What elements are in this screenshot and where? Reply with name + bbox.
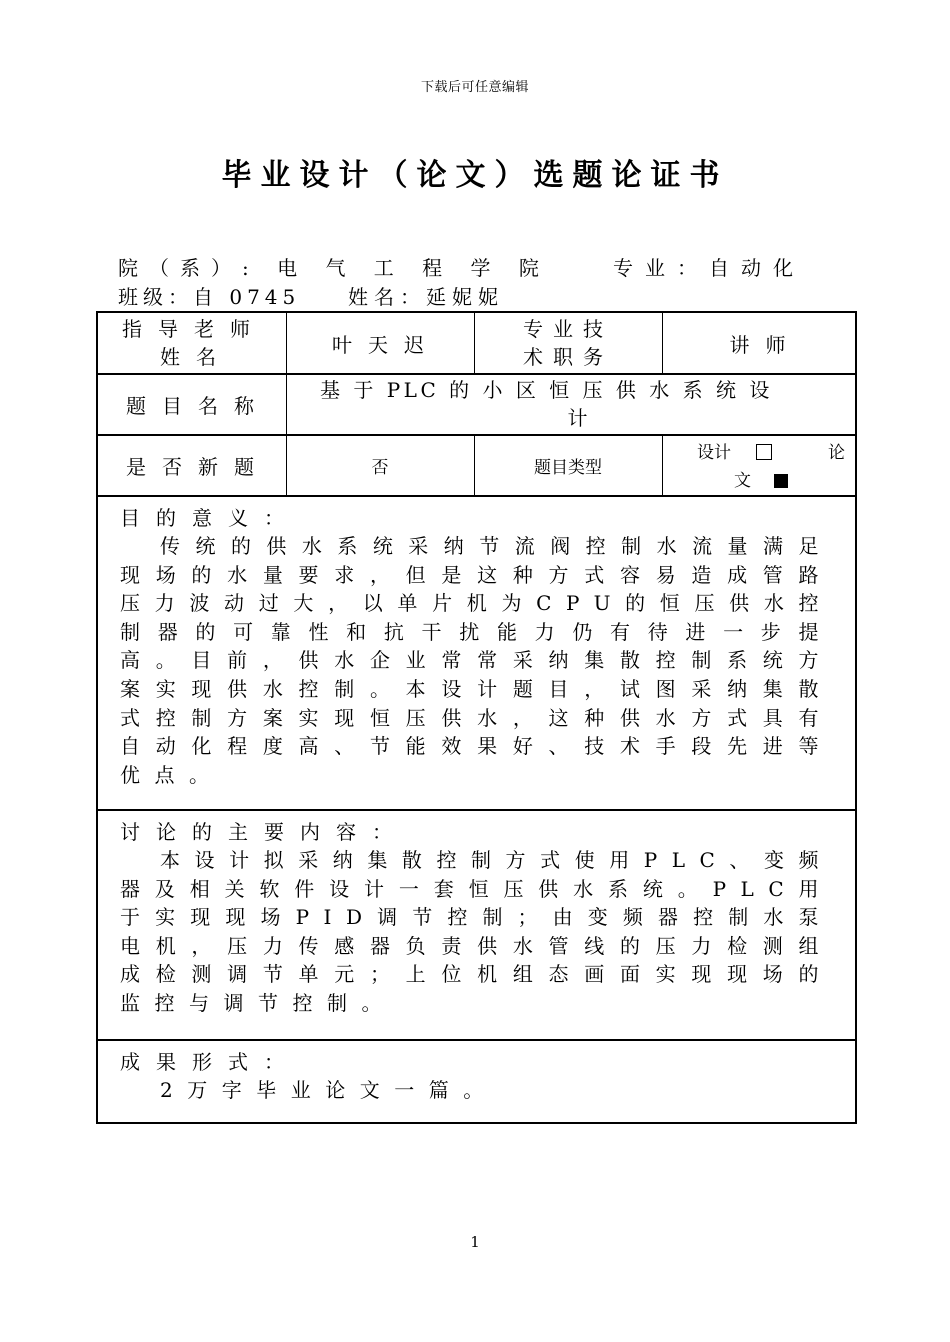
page-number: 1 xyxy=(470,1233,480,1251)
purpose-heading: 目的意义： xyxy=(120,506,300,530)
is-new-label-cell: 是否新题 xyxy=(126,454,270,479)
proposal-form-table xyxy=(96,311,857,1124)
content-body: 本设计拟采纳集散控制方式使用PLC、变频器及相关软件设计一套恒压供水系统。PLC用于实现现场PID调节控制；由变频器控制水泵电机，压力传感器负责供水管线的压力检测组成检测调节单元；上位机组态画面实现现场的监控与调节控制。 xyxy=(120,848,833,1015)
content-heading: 讨论的主要内容： xyxy=(120,820,408,844)
purpose-section xyxy=(98,496,855,809)
content-section xyxy=(98,810,855,1039)
page-title: 毕业设计（论文）选题论证书 xyxy=(221,158,729,193)
advisor-label-line1: 指导老师 xyxy=(122,317,266,341)
meta-row-1 xyxy=(118,253,838,283)
topic-type-label-cell: 题目类型 xyxy=(534,457,602,478)
topic-type-line2 xyxy=(662,467,857,495)
result-section xyxy=(98,1040,855,1124)
paper-checkbox-icon[interactable] xyxy=(774,474,788,488)
advisor-label-line2: 姓名 xyxy=(160,345,232,369)
design-checkbox-icon[interactable] xyxy=(756,444,772,460)
result-body: 2万字毕业论文一篇。 xyxy=(160,1078,498,1102)
result-heading: 成果形式： xyxy=(120,1050,300,1074)
topic-value-cell xyxy=(286,374,857,434)
advisor-name-cell: 叶天迟 xyxy=(332,332,440,357)
type-paper-label-part2: 文 xyxy=(734,471,751,491)
topic-label-cell: 题目名称 xyxy=(126,393,270,418)
topic-value-line1: 基 于 PLC 的 小 区 恒 压 供 水 系 统 设 xyxy=(320,378,773,402)
topic-type-options-cell xyxy=(662,435,857,495)
meta-row-2 xyxy=(118,282,838,312)
type-design-label: 设计 xyxy=(697,443,731,463)
major-field: 专业：自动化 xyxy=(613,256,805,280)
is-new-value-cell: 否 xyxy=(371,457,389,478)
title-rank-label-line2: 术职务 xyxy=(523,345,613,369)
class-field: 班级：自 0745 xyxy=(118,285,301,309)
topic-type-line1 xyxy=(662,439,857,467)
topic-value-line2: 计 xyxy=(567,406,588,430)
title-rank-label-cell xyxy=(474,313,662,373)
header-note: 下载后可任意编辑 xyxy=(420,80,529,95)
type-paper-label-part1: 论 xyxy=(828,443,845,463)
title-rank-label-line1: 专业技 xyxy=(523,317,613,341)
title-rank-value-cell: 讲师 xyxy=(729,332,802,357)
department-field: 院（系）: 电 气 工 程 学 院 xyxy=(118,256,550,280)
advisor-label-cell xyxy=(98,313,286,373)
purpose-body: 传统的供水系统采纳节流阀控制水流量满足现场的水量要求，但是这种方式容易造成管路压力波动过大，以单片机为CPU的恒压供水控制器的可靠性和抗干扰能力仍有待进一步提高。目前，供水企业常常采纳集散控制系统方案实现供水控制。本设计题目，试图采纳集散式控制方案实现恒压供水，这种供水方式具有自动化程度高、节能效果好、技术手段先进等优点。 xyxy=(120,534,833,787)
student-name-field: 姓名：延妮妮 xyxy=(348,285,504,309)
